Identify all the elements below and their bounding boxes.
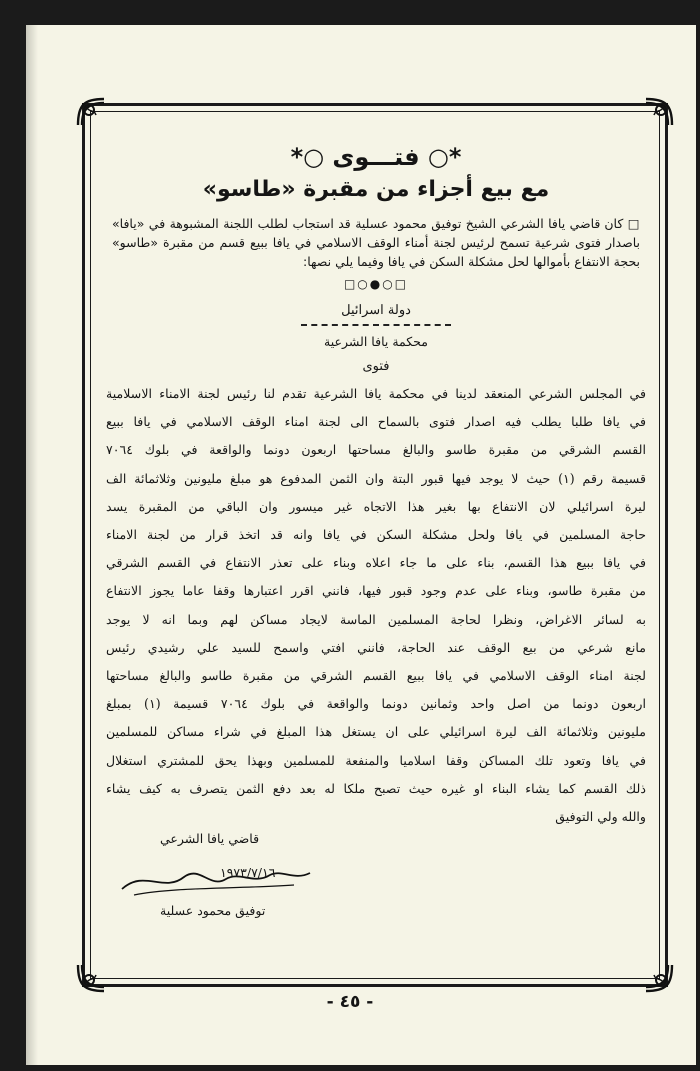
body-line: قسيمة رقم (١) حيث لا يوجد فيها قبور البتة وان الثمن المدفوع هو مبلغ مليونين وثلاثمائة الف	[106, 470, 646, 486]
state-heading: دولة اسرائيل	[341, 303, 411, 318]
body-line: في يافا ببيع هذا القسم، بناء على ما جاء اعلاه وبناء على تعذر الانتفاع في القسم الشرقي	[106, 555, 646, 571]
body-line: والله ولي التوفيق	[555, 809, 646, 825]
judge-name: توفيق محمود عسلية	[160, 903, 266, 919]
body-line: في يافا وتعود تلك المساكن وقفا اسلاميا والمنفعة للمسلمين وبهذا يحق للمشتري استغلال	[106, 752, 646, 768]
handwritten-signature-icon	[114, 859, 314, 901]
page-number: - ٤٥ -	[326, 992, 374, 1012]
signature-block	[100, 831, 652, 951]
body-line: القسم الشرقي من مقبرة طاسو والبالغ مساحتها اربعون دونما والواقعة في بلوك ٧٠٦٤	[106, 442, 646, 458]
body-line: لجنة امناء الوقف الاسلامي في يافا ببيع القسم الشرقي من مقبرة طاسو والبالغ مساحتها	[106, 668, 646, 684]
body-line: ليرة اسرائيلي لان الانتفاع بها بغير هذا الاتجاه غير ميسور وان الباقي من المقبرة يسد	[106, 498, 646, 514]
document-content	[100, 120, 652, 970]
body-line: ذلك القسم كما يشاء البناء او غيره حيث تصبح ملكا له بعد دفع الثمن يتصرف به كيف يشاء	[106, 780, 646, 796]
body-line: حاجة المسلمين في يافا ولحل مشكلة السكن في يافا وانه قد اتخذ قرار من لجنة الامناء	[106, 527, 646, 543]
intro-marker: □	[627, 216, 641, 231]
dashed-rule	[301, 324, 451, 326]
ornamental-separator: □○●○□	[343, 277, 409, 291]
body-line: به لسائر الاغراض، ونظرا لحاجة المسلمين الماسة لايجاد مساكن لهم وبما انه لا يوجد	[106, 611, 646, 627]
body-line: مليونين وثلاثمائة الف ليرة اسرائيلي على ان يستغل هذا المبلغ في شراء مساكن للمسلمين	[106, 724, 646, 740]
fatwa-heading: فتوى	[362, 359, 390, 374]
body-line: مانع شرعي من بيع الوقف عند الحاجة، فانني افتي واسمح للسيد علي رشيدي رئيس	[106, 639, 646, 655]
page-gutter-shadow	[26, 25, 38, 1065]
body-line: اربعون دونما من اصل واحد وثمانين دونما والواقعة في بلوك ٧٠٦٤ قسيمة (١) بمبلغ	[106, 696, 646, 712]
fatwa-body	[106, 380, 646, 831]
document-date: ١٩٧٣/٧/١٦	[220, 865, 276, 881]
document-subtitle: مع بيع أجزاء من مقبرة «طاسو»	[202, 177, 550, 202]
judge-title: قاضي يافا الشرعي	[160, 831, 260, 847]
body-line: في يافا طلبا يطلب فيه اصدار فتوى بالسماح الى لجنة امناء الوقف الاسلامي في يافا ببيع	[106, 414, 646, 430]
intro-paragraph	[112, 214, 640, 271]
body-line: في المجلس الشرعي المنعقد لدينا في محكمة يافا الشرعية تقدم لنا رئيس لجنة الامناء الاسلامية	[106, 386, 646, 401]
body-line: من مقبرة طاسو، وبناء على عدم وجود قبور فيها، فانني اقرر اعتبارها وقفا عاما يجوز الانتفاع	[106, 583, 646, 599]
document-title: *○ فتـــوى ○*	[290, 143, 462, 171]
court-heading: محكمة يافا الشرعية	[324, 334, 428, 349]
intro-text: كان قاضي يافا الشرعي الشيخ توفيق محمود عسلية قد استجاب لطلب اللجنة المشبوهة في «يافا» باصدار فتوى شرعية تسمح لرئيس لجنة أمناء الوقف الاسلامي في يافا ببيع قسم من مقبرة «طاسو» بحجة الانتفاع بأموالها لحل مشكلة السكن في يافا وفيما يلي نصها:	[112, 216, 640, 269]
